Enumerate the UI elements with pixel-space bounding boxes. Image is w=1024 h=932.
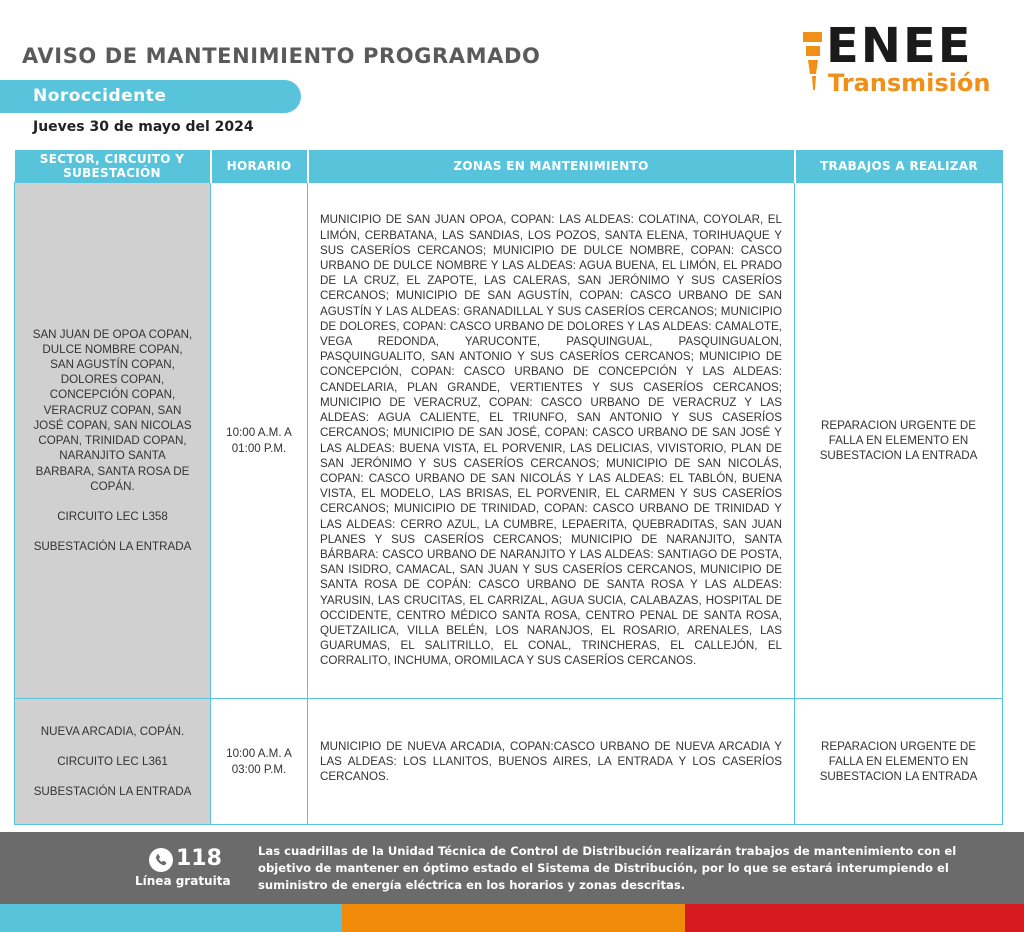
sector-cell: [15, 183, 211, 699]
sector-text: SAN JUAN DE OPOA COPAN, DULCE NOMBRE COPAN, SAN AGUSTÍN COPAN, DOLORES COPAN, CONCEPCIÓN COPAN, VERACRUZ COPAN, SAN JOSÉ COPAN, SAN NICOLAS COPAN, TRINIDAD COPAN, NARANJITO SANTA BARBARA, SANTA ROSA DE COPÁN.: [32, 327, 193, 493]
sector-text: NUEVA ARCADIA, COPÁN.: [40, 724, 185, 738]
notice-date: Jueves 30 de mayo del 2024: [33, 119, 254, 135]
sector-cell: [15, 699, 211, 825]
enee-logo: [800, 18, 1000, 100]
logo-brand-text: ENEE: [826, 18, 973, 74]
zones-cell: MUNICIPIO DE NUEVA ARCADIA, COPAN:CASCO URBANO DE NUEVA ARCADIA Y LAS ALDEAS: LOS LLANITOS, BUENOS AIRES, LA ENTRADA Y LOS CASERÍOS CERCANOS.: [308, 699, 795, 825]
schedule-cell: 10:00 A.M. A 03:00 P.M.: [211, 699, 308, 825]
header-trabajos: TRABAJOS A REALIZAR: [795, 150, 1003, 183]
stripe-orange: [342, 904, 685, 932]
header-sector: SECTOR, CIRCUITO Y SUBESTACIÓN: [15, 150, 211, 183]
phone-icon: [146, 848, 176, 872]
phone-label: Línea gratuita: [135, 874, 231, 888]
stripe-red: [685, 904, 1024, 932]
substation-text: SUBESTACIÓN LA ENTRADA: [33, 785, 192, 799]
footer-notice-text: Las cuadrillas de la Unidad Técnica de Control de Distribución realizarán trabajos de mantenimiento con el objetivo de mantener en óptimo estado el Sistema de Distribución, por lo que se estará interumpiendo el suministro de energía eléctrica en los horarios y zonas descritas.: [258, 844, 957, 892]
header-zonas: ZONAS EN MANTENIMIENTO: [308, 150, 795, 183]
circuit-text: CIRCUITO LEC L361: [57, 754, 168, 768]
work-cell: REPARACION URGENTE DE FALLA EN ELEMENTO EN SUBESTACION LA ENTRADA: [795, 183, 1003, 699]
region-label: Noroccidente: [33, 86, 167, 106]
table-header-row: [15, 150, 1003, 183]
zones-cell: MUNICIPIO DE SAN JUAN OPOA, COPAN: LAS ALDEAS: COLATINA, COYOLAR, EL LIMÓN, CERBATANA, LAS SANDIAS, LOS POZOS, SANTA ELENA, TORIHUAQUE Y SUS CASERÍOS CERCANOS; MUNICIPIO DE DULCE NOMBRE, COPAN: CASCO URBANO DE DULCE NOMBRE Y LAS ALDEAS: AGUA BUENA, EL LIMÓN, EL PRADO DE LA CRUZ, EL ZAPOTE, LAS CALERAS, SAN JERÓNIMO Y SUS CASERÍOS CERCANOS; MUNICIPIO DE SAN AGUSTÍN, COPAN: CASCO URBANO DE SAN AGUSTÍN Y LAS ALDEAS: GRANADILLAL Y SUS CASERÍOS CERCANOS; MUNICIPIO DE DOLORES, COPAN: CASCO URBANO DE DOLORES Y LAS ALDEAS: CAMALOTE, VEGA REDONDA, YARUCONTE, PASQUINGUAL, PASQUINGUALON, PASQUINGUALITO, SAN ANTONIO Y SUS CASERÍOS CERCANOS; MUNICIPIO DE CONCEPCIÓN, COPAN: CASCO URBANO DE CONCEPCIÓN Y LAS ALDEAS: CANDELARIA, PLAN GRANDE, VERTIENTES Y SUS CASERÍOS CERCANOS; MUNICIPIO DE VERACRUZ, COPAN: CASCO URBANO DE VERACRUZ Y LAS ALDEAS: AGUA CALIENTE, EL TRIUNFO, SAN ANTONIO Y SUS CASERÍOS CERCANOS; MUNICIPIO DE SAN JOSÉ, COPAN: CASCO URBANO DE SAN JOSÉ Y LAS ALDEAS: BUENA VISTA, EL PORVENIR, LAS DELICIAS, VIVISTORIO, PLAN DE SAN JERÓNIMO Y SUS CASERÍOS CERCANOS; MUNICIPIO DE SAN NICOLÁS, COPAN: CASCO URBANO DE SAN NICOLÁS Y LAS ALDEAS: EL TABLÓN, BUENA VISTA, EL MODELO, LAS BRISAS, EL PORVENIR, EL CARMEN Y SUS CASERÍOS CERCANOS; MUNICIPIO DE TRINIDAD, COPAN: CASCO URBANO DE TRINIDAD Y LAS ALDEAS: CERRO AZUL, LA CUMBRE, LEPAERITA, QUEBRADITAS, SAN JUAN PLANES Y SUS CASERÍOS CERCANOS; MUNICIPIO DE NARANJITO, SANTA BÁRBARA: CASCO URBANO DE NARANJITO Y LAS ALDEAS: SANTIAGO DE POSTA, SAN ISIDRO, CAMACAL, SAN JUAN Y SUS CASERÍOS CERCANOS, MUNICIPIO DE SANTA ROSA DE COPÁN: CASCO URBANO DE SANTA ROSA Y LAS ALDEAS: YARUSIN, LAS CRUCITAS, EL CARRIZAL, AGUA SUCIA, CALABAZAS, HOSPITAL DE OCCIDENTE, CENTRO MÉDICO SANTA ROSA, CENTRO PENAL DE SANTA ROSA, QUETZAILICA, VILLA BELÉN, LOS NARANJOS, EL ROSARIO, ARENALES, LAS GUARUMAS, EL SALITRILLO, EL CONAL, TRINCHERAS, EL CALLEJÓN, EL CORRALITO, INCHUMA, OROMILACA Y SUS CASERÍOS CERCANOS.: [308, 183, 795, 699]
page-title: AVISO DE MANTENIMIENTO PROGRAMADO: [22, 44, 541, 68]
logo-sub-text: Transmisión: [828, 69, 991, 97]
substation-text: SUBESTACIÓN LA ENTRADA: [33, 540, 192, 554]
table-row: [15, 183, 1003, 699]
work-cell: REPARACION URGENTE DE FALLA EN ELEMENTO EN SUBESTACION LA ENTRADA: [795, 699, 1003, 825]
phone-number: 118: [176, 846, 222, 871]
maintenance-table: [14, 150, 1003, 825]
enee-logo-mark-icon: [800, 28, 826, 94]
table-row: [15, 699, 1003, 825]
circuit-text: CIRCUITO LEC L358: [57, 509, 168, 523]
header-horario: HORARIO: [211, 150, 308, 183]
stripe-blue: [0, 904, 342, 932]
schedule-cell: 10:00 A.M. A 01:00 P.M.: [211, 183, 308, 699]
